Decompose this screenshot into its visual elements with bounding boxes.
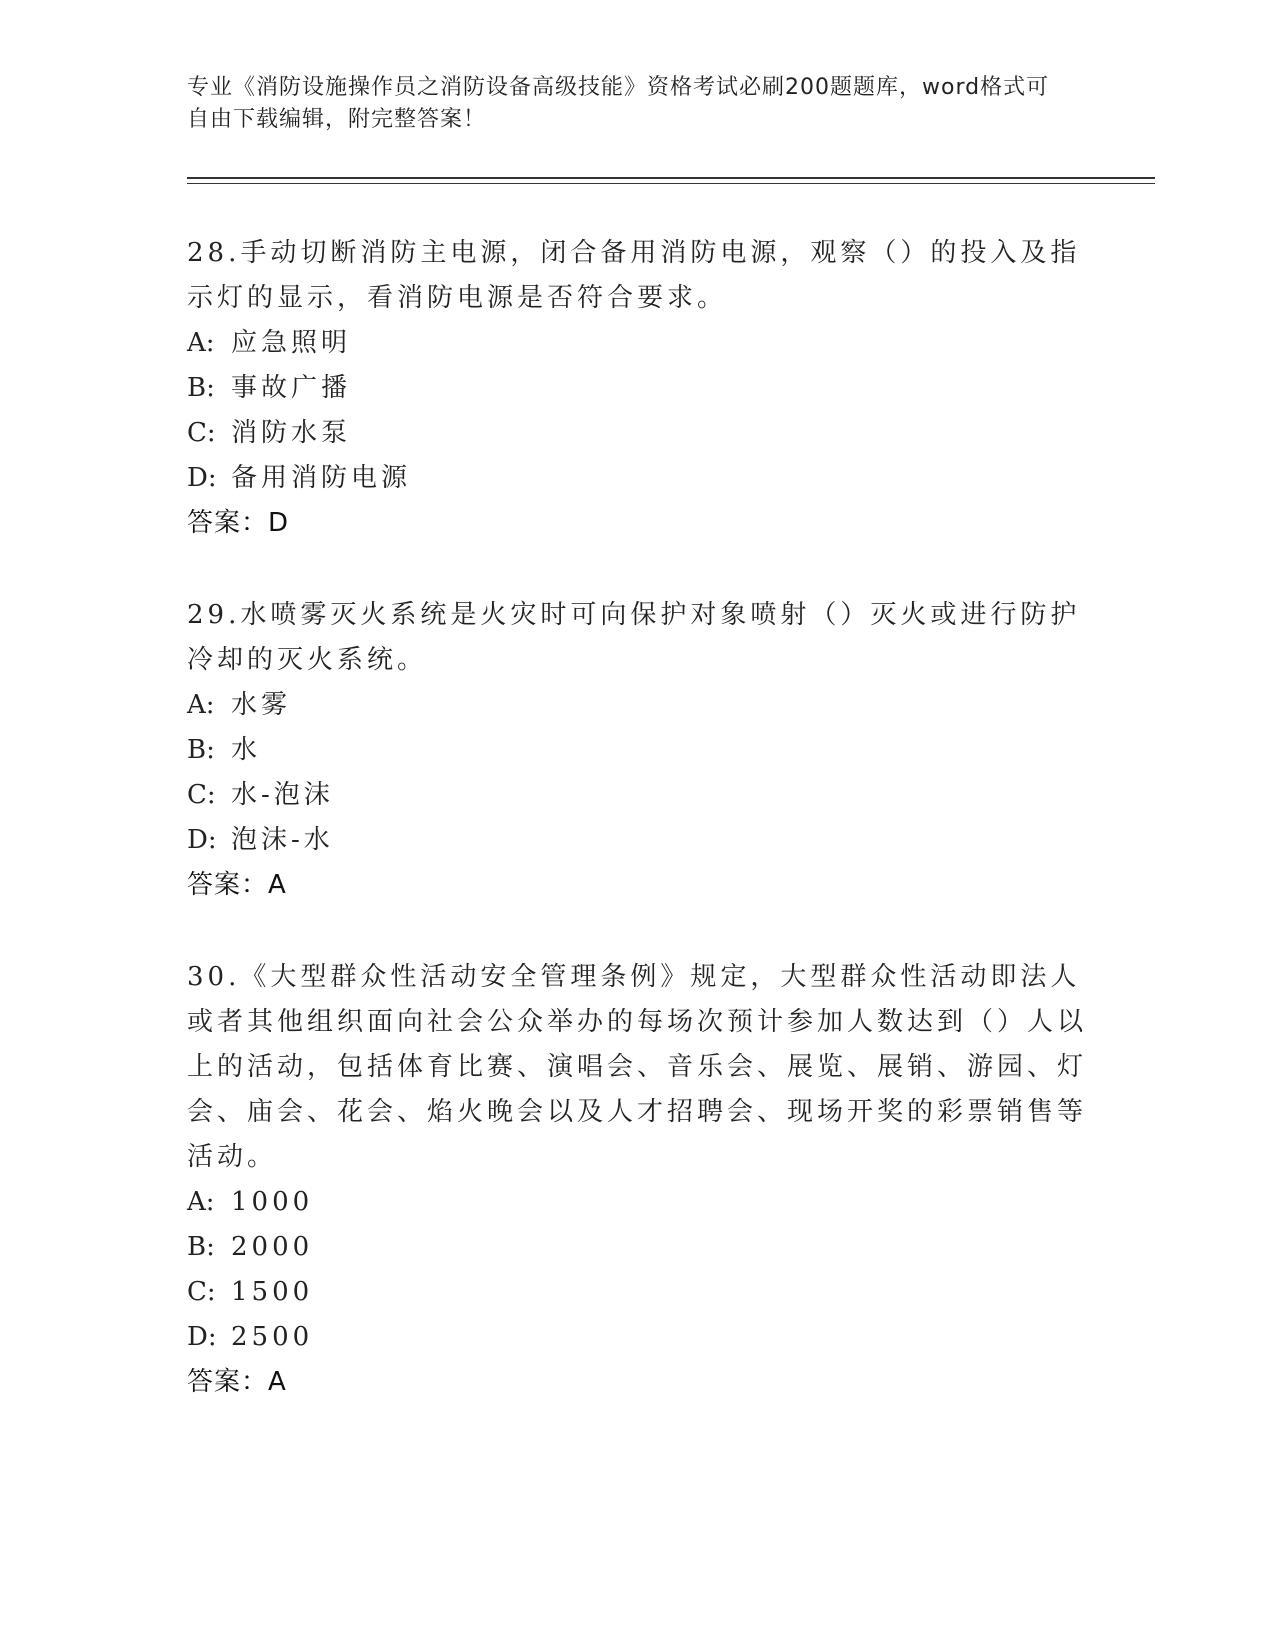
option-a bbox=[187, 1180, 1087, 1225]
option-letter: D: bbox=[187, 1322, 217, 1352]
option-c bbox=[187, 1270, 1087, 1315]
option-text: 2500 bbox=[231, 1322, 314, 1352]
option-text: 应急照明 bbox=[231, 328, 352, 358]
option-text: 泡沫-水 bbox=[231, 825, 334, 855]
option-d bbox=[187, 456, 1087, 501]
option-letter: C: bbox=[187, 1277, 216, 1307]
option-text: 消防水泵 bbox=[231, 418, 352, 448]
question-item bbox=[187, 231, 1087, 546]
option-letter: B: bbox=[187, 373, 215, 403]
option-d bbox=[187, 818, 1087, 863]
option-text: 事故广播 bbox=[231, 373, 352, 403]
option-letter: C: bbox=[187, 780, 216, 810]
question-text: 28.手动切断消防主电源，闭合备用消防电源，观察（）的投入及指示灯的显示，看消防电源是否符合要求。 bbox=[187, 238, 1081, 313]
option-c bbox=[187, 411, 1087, 456]
option-letter: D: bbox=[187, 825, 217, 855]
option-text: 2000 bbox=[231, 1232, 314, 1262]
option-letter: A: bbox=[187, 690, 215, 720]
option-letter: B: bbox=[187, 735, 215, 765]
option-letter: A: bbox=[187, 328, 215, 358]
option-letter: C: bbox=[187, 418, 216, 448]
option-b bbox=[187, 728, 1087, 773]
question-item bbox=[187, 955, 1087, 1405]
document-header: 专业《消防设施操作员之消防设备高级技能》资格考试必刷200题题库，word格式可自由下载编辑，附完整答案！ bbox=[187, 75, 1050, 132]
option-c bbox=[187, 773, 1087, 818]
option-a bbox=[187, 321, 1087, 366]
option-text: 水 bbox=[231, 735, 262, 765]
option-a bbox=[187, 683, 1087, 728]
option-d bbox=[187, 1315, 1087, 1360]
option-letter: D: bbox=[187, 463, 217, 493]
option-b bbox=[187, 366, 1087, 411]
header-divider-thin bbox=[187, 183, 1155, 184]
answer-line: 答案：D bbox=[187, 508, 290, 538]
option-b bbox=[187, 1225, 1087, 1270]
question-text: 30.《大型群众性活动安全管理条例》规定，大型群众性活动即法人或者其他组织面向社会公众举办的每场次预计参加人数达到（）人以上的活动，包括体育比赛、演唱会、音乐会、展览、展销、游园、灯会、庙会、花会、焰火晚会以及人才招聘会、现场开奖的彩票销售等活动。 bbox=[187, 962, 1088, 1172]
answer-line: 答案：A bbox=[187, 1367, 287, 1397]
answer-line: 答案：A bbox=[187, 870, 287, 900]
question-item bbox=[187, 593, 1087, 908]
option-letter: B: bbox=[187, 1232, 215, 1262]
option-text: 水雾 bbox=[231, 690, 292, 720]
question-text: 29.水喷雾灭火系统是火灾时可向保护对象喷射（）灭火或进行防护冷却的灭火系统。 bbox=[187, 600, 1081, 675]
option-letter: A: bbox=[187, 1187, 215, 1217]
option-text: 1000 bbox=[231, 1187, 314, 1217]
option-text: 水-泡沫 bbox=[231, 780, 334, 810]
option-text: 1500 bbox=[231, 1277, 314, 1307]
question-list bbox=[187, 231, 1087, 1452]
header-divider-thick bbox=[187, 177, 1155, 179]
option-text: 备用消防电源 bbox=[231, 463, 412, 493]
